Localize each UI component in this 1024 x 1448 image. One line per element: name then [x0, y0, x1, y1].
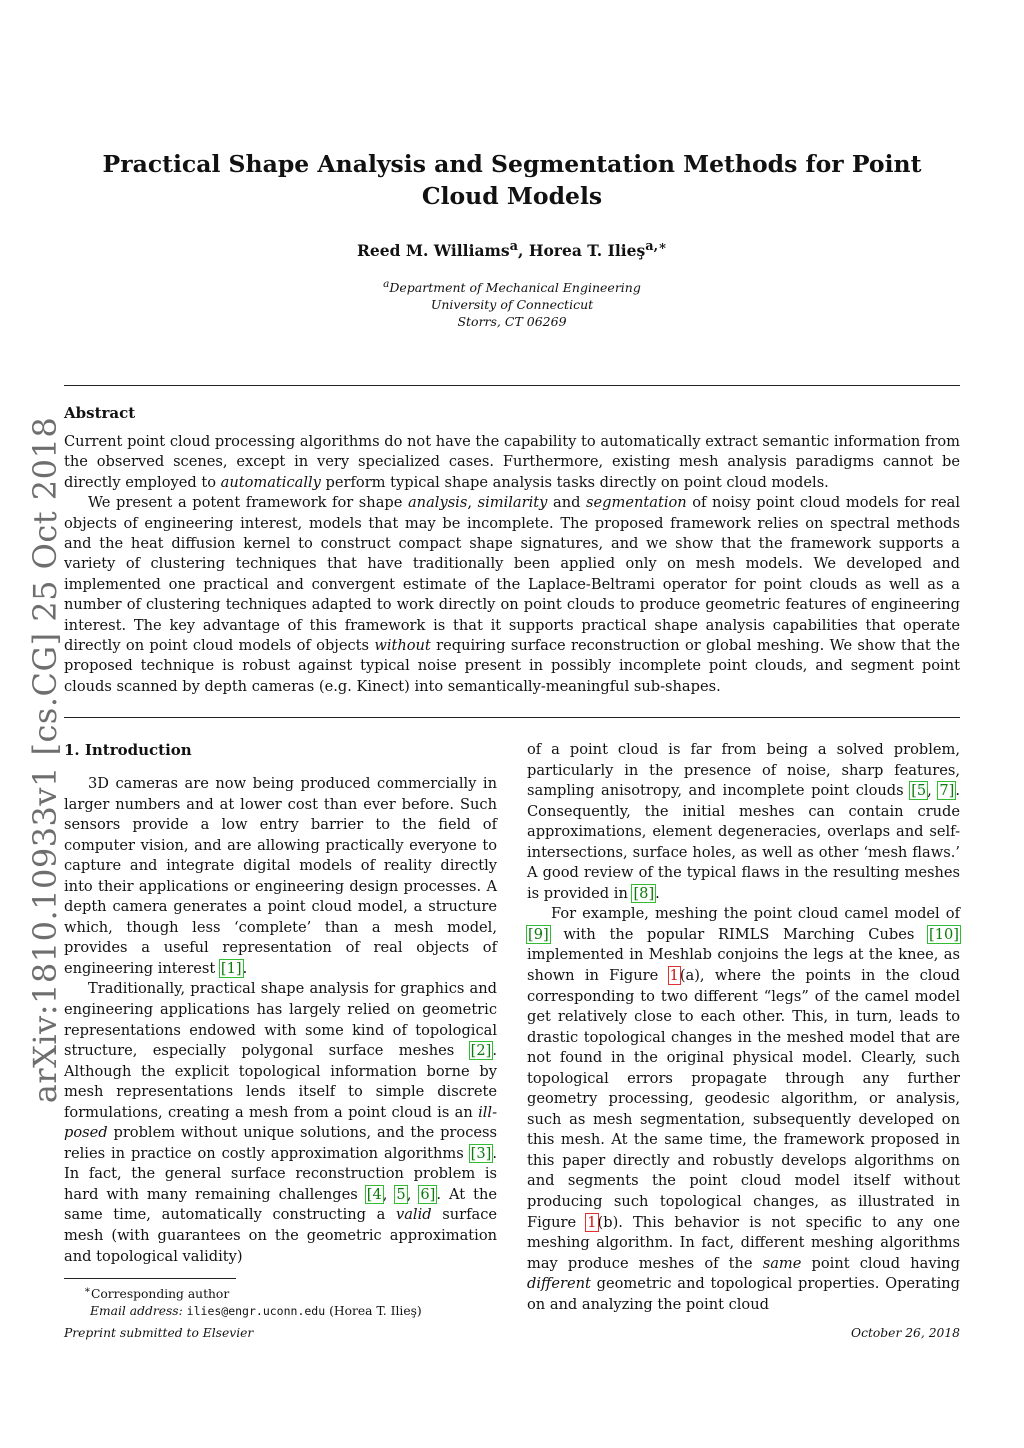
author-2-affil-mark: a,∗ — [645, 239, 667, 254]
abstract-heading: Abstract — [64, 404, 136, 422]
body-emphasis: ill-posed — [64, 1103, 497, 1142]
citation-link[interactable]: [4 — [366, 1185, 382, 1203]
abstract-paragraph-2 — [64, 493, 960, 697]
body-text: , — [406, 1185, 420, 1203]
body-text: . — [242, 959, 248, 977]
abstract-text: We present a potent framework for shape — [88, 494, 408, 512]
footnote-email-link[interactable]: ilies@engr.uconn.edu — [186, 1304, 326, 1319]
arxiv-identifier-text: arXiv:1810.10933v1 [cs.CG] 25 Oct 2018 — [26, 416, 64, 1104]
body-text: (b). This behavior is not specific to any one meshing algorithm. In fact, different meshing algorithms may produce meshes of the — [527, 1213, 960, 1272]
footnote-rule — [64, 1278, 236, 1279]
figure-link[interactable]: 1 — [587, 1213, 597, 1231]
abstract-emphasis: without — [374, 637, 431, 655]
abstract-text: of noisy point cloud models for real objects of engineering interest, models that may be incomplete. The proposed framework relies on spectral methods and the heat diffusion kernel to construct compact shape signatures, and we show that the framework supports a variety of clustering techniques that have traditionally been applied only on mesh models. We developed and implemented one practical and convergent estimate of the Laplace-Beltrami operator for point clouds as well as a number of clustering techniques adapted to work directly on point clouds to produce geometric features of engineering interest. The key advantage of this framework is that it supports practical shape analysis capabilities that operate directly on point cloud models of objects — [64, 494, 960, 655]
body-text: geometric and topological properties. Operating on and analyzing the point cloud — [527, 1275, 960, 1313]
body-emphasis: valid — [395, 1206, 432, 1224]
affiliation-department: Department of Mechanical Engineering — [389, 280, 641, 296]
abstract-text: requiring surface reconstruction or global meshing. We show that the proposed technique is robust against typical noise present in possibly incomplete point clouds, and segment point clouds scanned by depth cameras (e.g. Kinect) into semantically-meaningful sub-shapes. — [64, 637, 960, 695]
intro-paragraph-2 — [64, 979, 497, 1267]
body-text: , — [382, 1185, 396, 1203]
citation-link[interactable]: [5 — [911, 782, 927, 800]
body-text: 3D cameras are now being produced commercially in larger numbers and at lower cost than ever before. Such sensors provide a low entry barrier to the field of computer vision, and are allowing practically everyone to capture and integrate digital models of reality directly into their applications or engineering design processes. A depth camera generates a point cloud model, a structure which, though less ‘complete’ than a mesh model, provides a useful representation of real objects of engineering interest — [64, 775, 497, 977]
citation-link[interactable]: 7] — [939, 782, 955, 800]
abstract-emphasis: segmentation — [586, 494, 687, 512]
body-text: problem without unique solutions, and the process relies in practice on costly approximation algorithms — [64, 1124, 497, 1162]
footnote — [64, 1282, 504, 1320]
footer-preprint-note: Preprint submitted to Elsevier — [64, 1326, 254, 1340]
body-text: For example, meshing the point cloud camel model of — [551, 905, 960, 923]
footnote-mark: ∗ — [84, 1284, 91, 1296]
right-column — [527, 740, 960, 1315]
footer-date: October 26, 2018 — [850, 1326, 960, 1340]
body-text: , — [927, 782, 939, 800]
author-2: Horea T. Ilieş — [528, 241, 646, 261]
citation-link[interactable]: [10] — [929, 925, 959, 943]
body-text: Traditionally, practical shape analysis for graphics and engineering applications has largely relied on geometric representations endowed with some kind of topological structure, especially polygonal surface meshes — [64, 980, 497, 1060]
author-1-affil-mark: a — [509, 239, 519, 254]
abstract-text: perform typical shape analysis tasks directly on point cloud models. — [320, 473, 829, 491]
body-emphasis: same — [762, 1254, 802, 1272]
author-1: Reed M. Williams — [356, 241, 510, 261]
citation-link[interactable]: [9] — [528, 925, 549, 943]
citation-link[interactable]: [3] — [470, 1144, 492, 1162]
citation-link[interactable]: [8] — [633, 884, 655, 902]
left-column — [64, 740, 497, 1267]
abstract-body — [64, 432, 960, 697]
right-paragraph-2 — [527, 904, 960, 1315]
body-text: . — [655, 884, 660, 902]
footnote-corresponding: Corresponding author — [90, 1287, 230, 1302]
abstract-text: , — [467, 494, 478, 512]
citation-link[interactable]: 6] — [420, 1185, 436, 1203]
affiliation-university: University of Connecticut — [430, 297, 594, 313]
affiliation-mark: a — [383, 278, 390, 290]
abstract-top-rule — [64, 385, 960, 386]
body-emphasis: different — [527, 1275, 591, 1293]
section-heading-introduction: 1. Introduction — [64, 741, 192, 759]
citation-link[interactable]: [1] — [220, 959, 242, 977]
citation-link[interactable]: [2] — [470, 1042, 492, 1060]
body-text: with the popular RIMLS Marching Cubes — [549, 925, 929, 943]
footnote-email-name: (Horea T. Ilieş) — [329, 1304, 422, 1319]
affiliation-city: Storrs, CT 06269 — [457, 314, 567, 330]
abstract-text: Current point cloud processing algorithms do not have the capability to automatically extract semantic information from the observed scenes, except in very specialized cases. Furthermore, existing mesh analysis paradigms cannot be directly employed to — [64, 433, 960, 491]
footnote-email-label: Email address: — [90, 1304, 183, 1319]
affiliation — [64, 276, 960, 330]
abstract-text: and — [547, 494, 587, 512]
abstract-emphasis: analysis — [407, 494, 468, 512]
figure-link[interactable]: 1 — [669, 967, 679, 985]
abstract-emphasis: automatically — [220, 473, 321, 491]
abstract-bottom-rule — [64, 717, 960, 718]
paper-title: Practical Shape Analysis and Segmentation Methods for Point Cloud Models — [102, 150, 922, 210]
intro-paragraph-1 — [64, 774, 497, 979]
body-text: surface mesh (with guarantees on the geometric approximation and topological validity) — [64, 1206, 497, 1265]
body-text: implemented in Meshlab conjoins the legs at the knee, as shown in Figure — [527, 946, 960, 985]
author-list — [64, 239, 960, 260]
body-text: . Consequently, the initial meshes can contain crude approximations, element degeneracies, overlaps and self-intersections, surface holes, as well as other ‘mesh flaws.’ A good review of the typical flaws in the resulting meshes is provided in — [527, 782, 961, 902]
right-paragraph-1 — [527, 740, 960, 904]
citation-link[interactable]: 5 — [396, 1185, 406, 1203]
body-text: . At the same time, automatically constructing a — [64, 1185, 497, 1224]
abstract-emphasis: similarity — [477, 494, 548, 512]
body-text: . In fact, the general surface reconstruction problem is hard with many remaining challenges — [64, 1144, 497, 1203]
author-separator: , — [518, 241, 529, 261]
body-text: of a point cloud is far from being a solved problem, particularly in the presence of noise, sharp features, sampling anisotropy, and incomplete point clouds — [527, 741, 960, 800]
body-text: point cloud having — [801, 1254, 960, 1272]
arxiv-identifier-sidebar — [26, 416, 64, 1104]
body-text: (a), where the points in the cloud corresponding to two different “legs” of the camel model get relatively close to each other. This, in turn, leads to drastic topological changes in the meshed model that are not found in the original physical model. Clearly, such topological errors propagate through any further geometry processing, geodesic algorithm, or analysis, such as mesh segmentation, subsequently developed on this mesh. At the same time, the framework proposed in this paper directly and robustly develops algorithms on and segments the point cloud model itself without producing such topological changes, as illustrated in Figure — [527, 967, 961, 1231]
body-text: . Although the explicit topological information borne by mesh representations lends itself to simple discrete formulations, creating a mesh from a point cloud is an — [64, 1042, 497, 1121]
abstract-paragraph-1 — [64, 432, 960, 493]
